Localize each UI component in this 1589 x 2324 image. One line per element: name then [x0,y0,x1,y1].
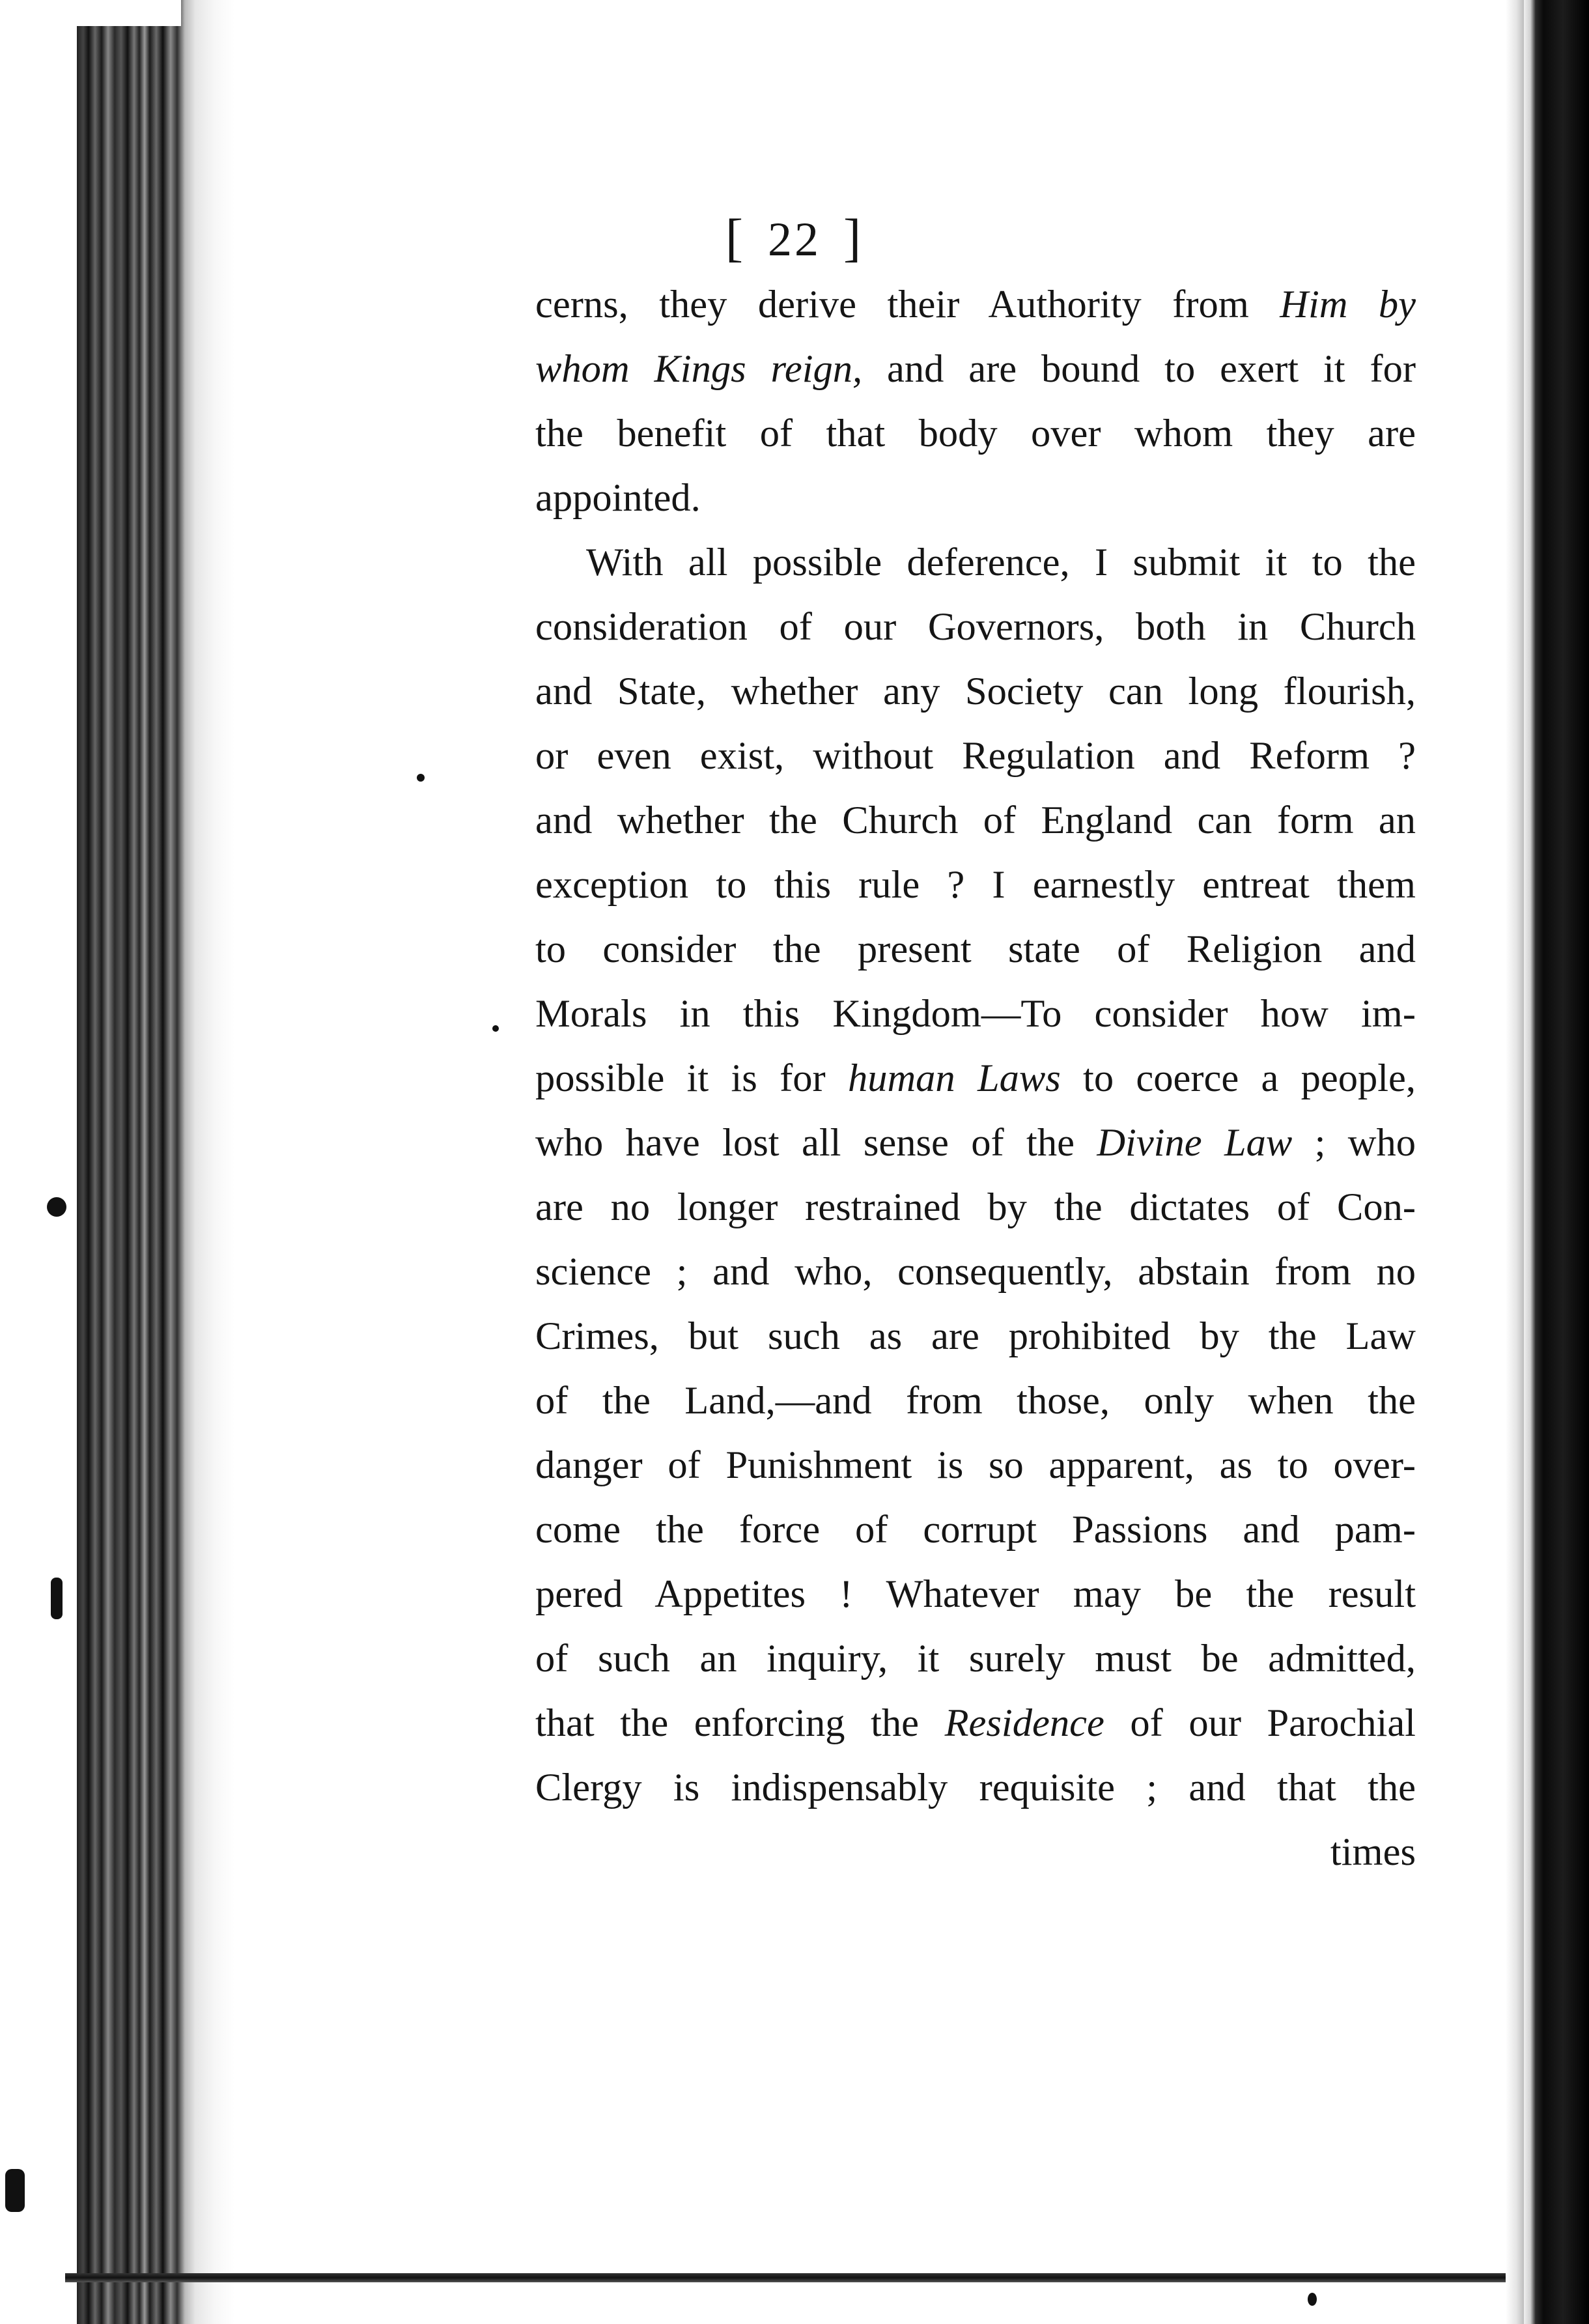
text-line: Crimes, but such as are prohibited by the Law [535,1314,1416,1358]
bracket-close: ] [843,208,864,267]
text-line: and State, whether any Society can long flourish, [535,670,1416,713]
text-line: of the Land,—and from those, only when the [535,1379,1416,1423]
ink-speck [47,1197,66,1217]
text-line: With all possible deference, I submit it to the [586,541,1416,584]
text-line: who have lost all sense of the Divine Law ; who [535,1121,1416,1165]
catchword: times [1330,1830,1416,1874]
text-line: are no longer restrained by the dictates of Con- [535,1185,1416,1229]
page-edge-left [0,0,234,2324]
text-line: to consider the present state of Religion and [535,928,1416,971]
ink-speck [1308,2293,1317,2306]
text-line: whom Kings reign, and are bound to exert it for [535,347,1416,391]
folio-number: 22 [768,213,821,266]
text-line: and whether the Church of England can form an [535,799,1416,842]
text-line: come the force of corrupt Passions and pam- [535,1508,1416,1552]
text-line: Morals in this Kingdom—To consider how im- [535,992,1416,1036]
text-line: exception to this rule ? I earnestly entreat them [535,863,1416,907]
text-line: or even exist, without Regulation and Reform ? [535,734,1416,778]
page-edge-right [1524,0,1589,2324]
page-gutter-right [1506,0,1524,2324]
ink-speck [5,2169,25,2212]
text-line: science ; and who, consequently, abstain from no [535,1250,1416,1294]
text-line: consideration of our Governors, both in Church [535,605,1416,649]
text-line: pered Appetites ! Whatever may be the result [535,1572,1416,1616]
text-line: danger of Punishment is so apparent, as to over- [535,1443,1416,1487]
text-line: appointed. [535,476,701,520]
page-number [0,207,1589,268]
text-line: the benefit of that body over whom they are [535,412,1416,455]
text-line: possible it is for human Laws to coerce a people, [535,1056,1416,1100]
page-edge-bottom [65,2273,1563,2282]
text-line: Clergy is indispensably requisite ; and that the [535,1766,1416,1809]
bracket-open: [ [725,208,746,267]
ink-speck [417,774,425,782]
text-line: cerns, they derive their Authority from Him by [535,283,1416,326]
page-edge-left-top [77,0,181,26]
ink-speck [51,1578,63,1619]
text-line: that the enforcing the Residence of our Parochial [535,1701,1416,1745]
ink-speck [492,1025,499,1032]
body-text [535,272,1416,1884]
text-line: of such an inquiry, it surely must be admitted, [535,1637,1416,1680]
